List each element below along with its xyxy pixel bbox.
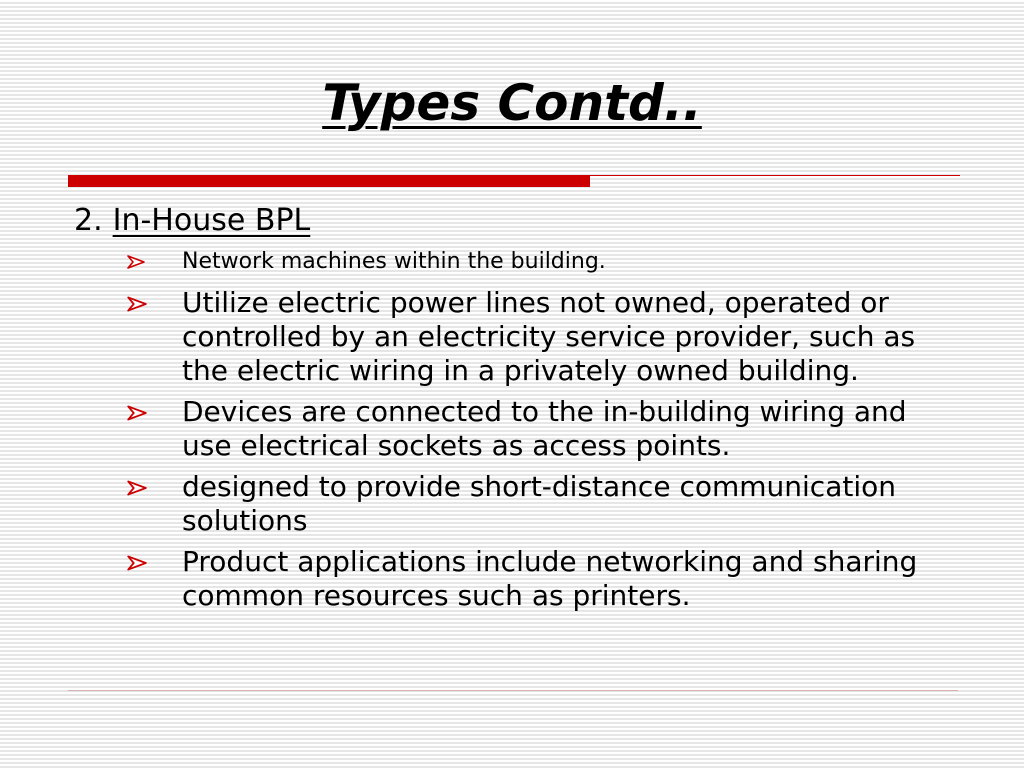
arrow-bullet-icon [126,295,148,313]
arrow-bullet-icon [126,554,148,572]
section-number: 2. [74,203,103,238]
section-title: In-House BPL [112,203,311,238]
bullet-text: Product applications include networking and sharing common resources such as printers. [182,545,918,612]
bullet-text: Network machines within the building. [182,249,606,274]
slide-title: Types Contd.. [322,74,702,132]
title-divider-thin [590,175,960,176]
section-heading [74,200,954,242]
footer-divider [68,690,958,691]
arrow-bullet-icon [126,404,148,422]
arrow-bullet-icon [126,254,146,270]
list-item [74,545,954,613]
bullet-text: Devices are connected to the in-building wiring and use electrical sockets as access points. [182,395,907,462]
bullet-text: Utilize electric power lines not owned, operated or controlled by an electricity service provider, such as the electric wiring in a privately owned building. [182,286,916,387]
slide-body [74,200,954,620]
bullet-list [74,248,954,613]
list-item [74,395,954,463]
bullet-text: designed to provide short-distance communication solutions [182,470,896,537]
arrow-bullet-icon [126,479,148,497]
list-item [74,470,954,538]
list-item [74,286,954,388]
title-divider-thick [68,175,590,187]
list-item [74,248,954,276]
